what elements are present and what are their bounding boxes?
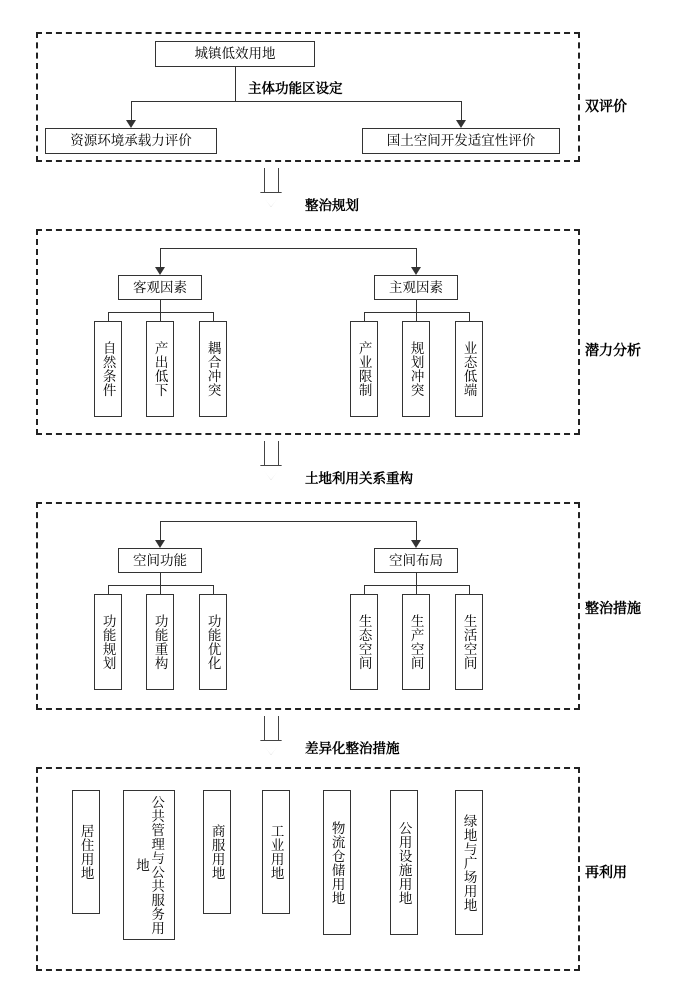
stage-label-1: 双评价: [585, 98, 627, 114]
node-stage1-0: 资源环境承载力评价: [45, 128, 217, 154]
node-stage2-b0-1: 产出低下: [146, 321, 174, 417]
stage-label-3: 整治措施: [585, 600, 641, 616]
node-stage2-branch-0-label: 客观因素: [118, 275, 202, 300]
connector-b1-down: [416, 300, 417, 312]
node-stage3-branch-0-label: 空间功能: [118, 548, 202, 573]
node-stage3-b0-0: 功能规划: [94, 594, 122, 690]
node-stage4-4: 物流仓储用地: [323, 790, 351, 935]
connector-c1-down: [416, 573, 417, 585]
arrow-stage1-left: [126, 120, 136, 128]
node-stage1-1: 国土空间开发适宜性评价: [362, 128, 560, 154]
connector-stage3-bus: [160, 521, 416, 522]
connector-stage2-bus: [160, 248, 416, 249]
node-stage2-b0-0: 自然条件: [94, 321, 122, 417]
node-stage4-6: 绿地与广场用地: [455, 790, 483, 935]
connector-stage1-left: [131, 101, 132, 121]
node-stage3-b0-2: 功能优化: [199, 594, 227, 690]
node-stage4-2: 商服用地: [203, 790, 231, 914]
node-stage3-b1-1: 生产空间: [402, 594, 430, 690]
connector-stage1-bus: [131, 101, 461, 102]
node-stage3-b1-0: 生态空间: [350, 594, 378, 690]
node-stage3-b0-1: 功能重构: [146, 594, 174, 690]
stage-label-4: 再利用: [585, 864, 627, 880]
arrow-stage2-right: [411, 267, 421, 275]
connector-stage2-right: [416, 248, 417, 268]
node-stage2-b1-2: 业态低端: [455, 321, 483, 417]
arrow-stage1-right: [456, 120, 466, 128]
node-stage3-b1-2: 生活空间: [455, 594, 483, 690]
arrow-stage2-left: [155, 267, 165, 275]
flow-label-1: 主体功能区设定: [248, 81, 343, 96]
node-stage4-5: 公用设施用地: [390, 790, 418, 935]
connector-stage1-right: [461, 101, 462, 121]
connector-stage2-left: [160, 248, 161, 268]
node-title-box: 城镇低效用地: [155, 41, 315, 67]
stage-4-group: [36, 767, 580, 971]
arrow-stage3-right: [411, 540, 421, 548]
connector-stage3-right: [416, 521, 417, 541]
connector-b0-down: [160, 300, 161, 312]
flow-label-4: 差异化整治措施: [305, 741, 400, 756]
flow-label-3: 土地利用关系重构: [305, 471, 413, 486]
node-stage2-b1-1: 规划冲突: [402, 321, 430, 417]
connector-c0-down: [160, 573, 161, 585]
node-stage4-3: 工业用地: [262, 790, 290, 914]
connector-title-down: [235, 67, 236, 101]
node-stage3-branch-1-label: 空间布局: [374, 548, 458, 573]
connector-stage3-left: [160, 521, 161, 541]
stage-label-2: 潜力分析: [585, 342, 641, 358]
flow-label-2: 整治规划: [305, 198, 359, 213]
node-stage4-0: 居住用地: [72, 790, 100, 914]
node-stage2-b0-2: 耦合冲突: [199, 321, 227, 417]
arrow-stage3-left: [155, 540, 165, 548]
node-stage2-b1-0: 产业限制: [350, 321, 378, 417]
node-stage4-1: 公共管理与公共服务用地: [123, 790, 175, 940]
node-stage2-branch-1-label: 主观因素: [374, 275, 458, 300]
